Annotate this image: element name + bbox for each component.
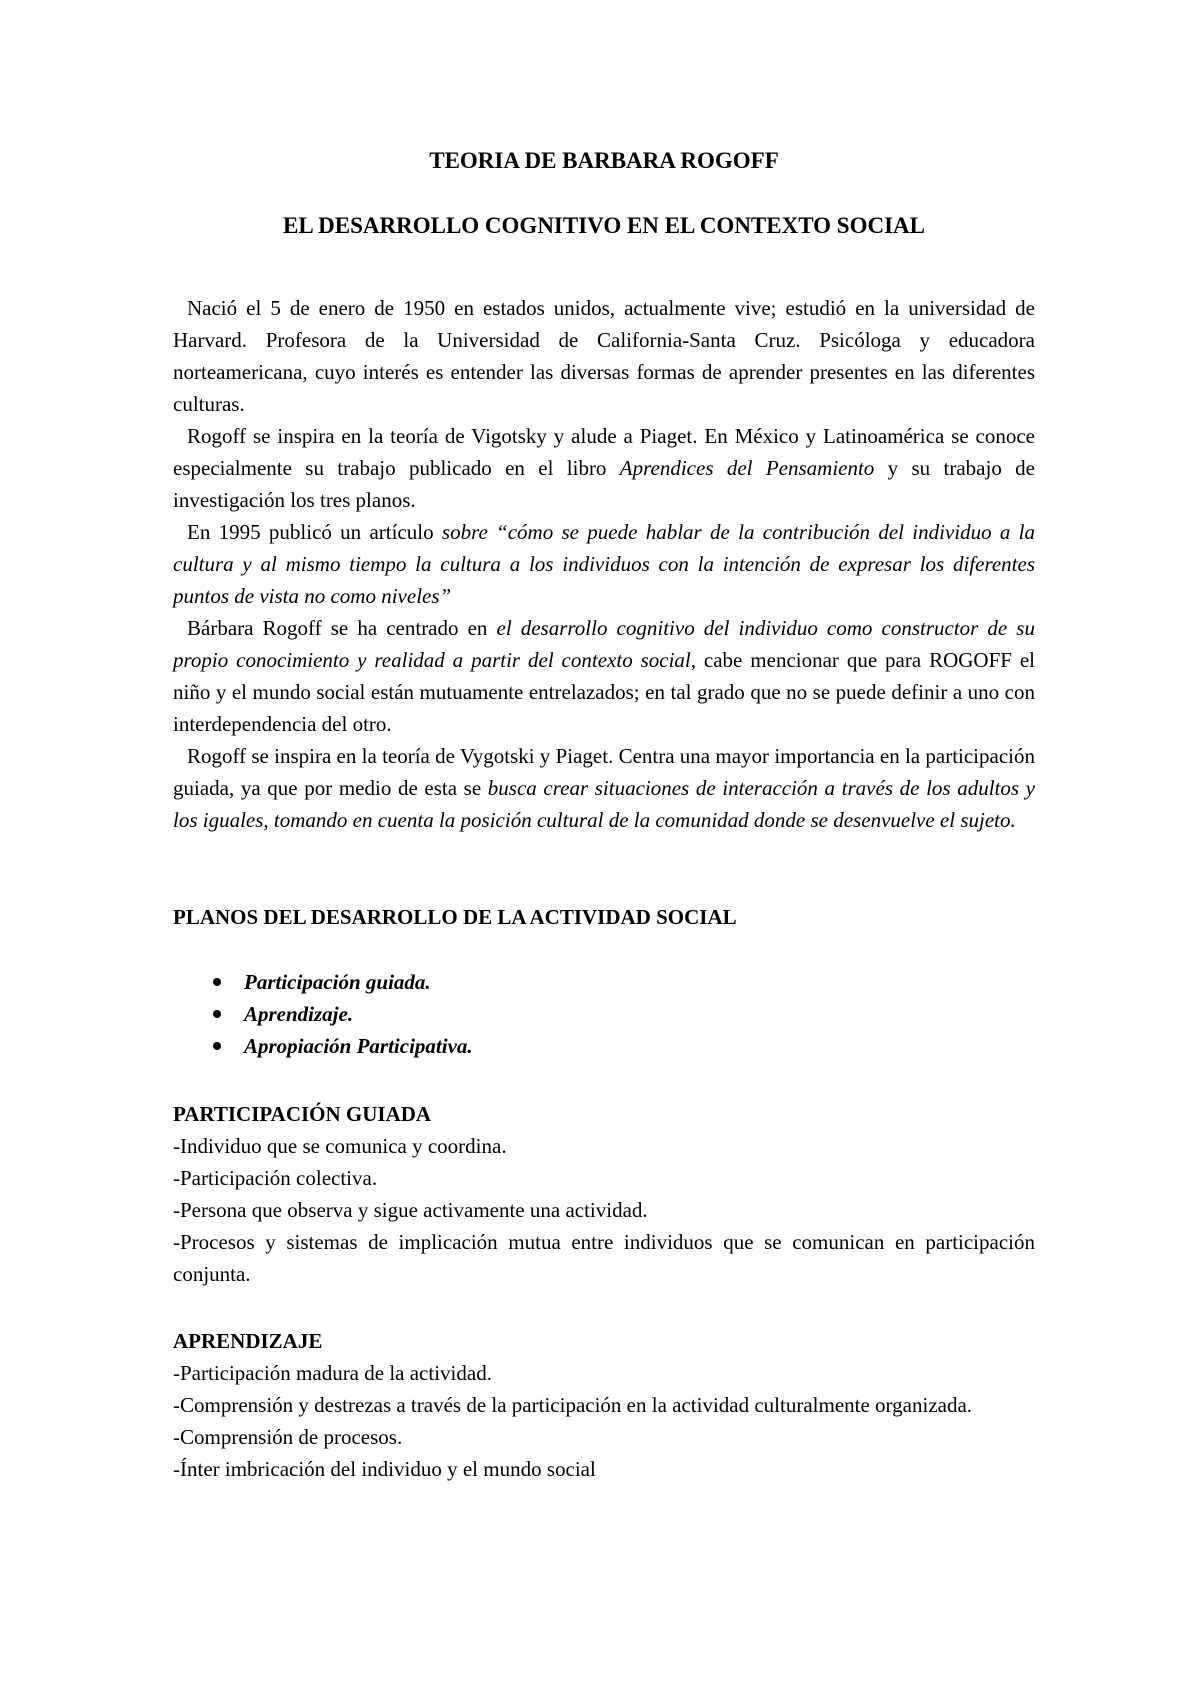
paragraph-text: y su trabajo de investigación los tres planos. — [173, 456, 1035, 512]
planos-list — [173, 966, 473, 1062]
section-line: -Comprensión y destrezas a través de la participación en la actividad culturalmente organizada. — [173, 1393, 973, 1417]
list-item — [173, 1030, 473, 1062]
paragraph-text: , cabe mencionar que para ROGOFF el niño y el mundo social están mutuamente entrelazados; en tal grado que no se puede definir a uno con interdependencia del otro. — [173, 648, 1035, 736]
list-item-label: Participación guiada. — [244, 970, 431, 994]
planos-heading: PLANOS DEL DESARROLLO DE LA ACTIVIDAD SOCIAL — [173, 905, 737, 929]
section-heading: PARTICIPACIÓN GUIADA — [173, 1102, 432, 1126]
paragraph-birth — [173, 292, 1035, 420]
section-line: -Ínter imbricación del individuo y el mundo social — [173, 1457, 596, 1481]
paragraph-inspiration — [173, 420, 1035, 516]
paragraph-focus — [173, 612, 1035, 740]
bullet-icon — [213, 1042, 221, 1050]
focus-emphasis: el desarrollo cognitivo del individuo como constructor de su propio conocimiento y realidad a partir del contexto social — [173, 616, 1035, 672]
bullet-icon — [213, 978, 221, 986]
paragraph-text: Rogoff se inspira en la teoría de Vygotski y Piaget. Centra una mayor importancia en la participación guiada, ya que por medio de esta se — [173, 744, 1035, 800]
paragraph-text: En 1995 publicó un artículo — [187, 520, 442, 544]
list-item — [173, 998, 473, 1030]
section-heading: APRENDIZAJE — [173, 1329, 323, 1353]
guided-emphasis: busca crear situaciones de interacción a través de los adultos y los iguales, tomando en cuenta la posición cultural de la comunidad donde se desenvuelve el sujeto. — [173, 776, 1035, 832]
list-item-label: Aprendizaje. — [244, 1002, 354, 1026]
section-line: -Individuo que se comunica y coordina. — [173, 1134, 507, 1158]
section-line: -Comprensión de procesos. — [173, 1425, 403, 1449]
section-aprendizaje — [173, 1325, 1035, 1485]
section-line: -Participación madura de la actividad. — [173, 1361, 492, 1385]
paragraph-text: Bárbara Rogoff se ha centrado en — [187, 616, 497, 640]
article-quote: sobre “cómo se puede hablar de la contribución del individuo a la cultura y al mismo tiempo la cultura a los individuos con la intención de expresar los diferentes puntos de vista no como niveles” — [173, 520, 1035, 608]
paragraph-text: Nació el 5 de enero de 1950 en estados unidos, actualmente vive; estudió en la universidad de Harvard. Profesora de la Universidad de California-Santa Cruz. Psicóloga y educadora norteamericana, cuyo interés es entender las diversas formas de aprender presentes en las diferentes culturas. — [173, 296, 1035, 416]
book-title: Aprendices del Pensamiento — [619, 456, 875, 480]
paragraph-guided — [173, 740, 1035, 836]
list-item — [173, 966, 473, 998]
list-item-label: Apropiación Participativa. — [244, 1034, 473, 1058]
paragraph-text: Rogoff se inspira en la teoría de Vigotsky y alude a Piaget. En México y Latinoamérica se conoce especialmente su trabajo publicado en el libro — [173, 424, 1035, 480]
section-line: -Participación colectiva. — [173, 1166, 378, 1190]
paragraph-article — [173, 516, 1035, 612]
bullet-icon — [213, 1010, 221, 1018]
section-line: -Procesos y sistemas de implicación mutua entre individuos que se comunican en participación conjunta. — [173, 1230, 1035, 1286]
document-title: TEORIA DE BARBARA ROGOFF — [429, 148, 779, 173]
section-participacion-guiada — [173, 1098, 1035, 1290]
body-text — [173, 292, 1035, 836]
document-subtitle: EL DESARROLLO COGNITIVO EN EL CONTEXTO SOCIAL — [282, 213, 925, 238]
section-line: -Persona que observa y sigue activamente una actividad. — [173, 1198, 648, 1222]
